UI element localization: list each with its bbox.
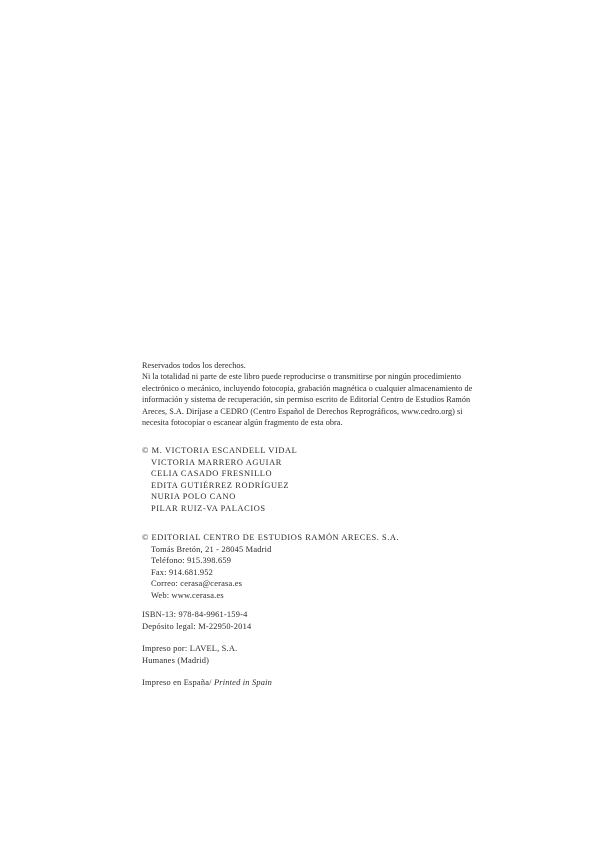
- author-4: EDITA GUTIÉRREZ RODRÍGUEZ: [151, 480, 290, 490]
- rights-line-1: Ni la totalidad ni parte de este libro puede reproducirse o transmitirse por ningún procedimiento: [142, 372, 462, 382]
- book-identifiers: [142, 609, 508, 632]
- legal-deposit: Depósito legal: M-22950-2014: [142, 621, 252, 631]
- printed-in-spanish: Impreso en España/: [142, 678, 212, 687]
- printed-in: [142, 677, 508, 689]
- publisher-fax: Fax: 914.681.952: [151, 567, 214, 577]
- author-6: PILAR RUIZ-VA PALACIOS: [151, 503, 266, 513]
- publisher-email: Correo: cerasa@cerasa.es: [151, 579, 243, 589]
- authors-copyright: [142, 445, 508, 515]
- printer-location: Humanes (Madrid): [142, 655, 210, 665]
- printer-name: Impreso por: LAVEL, S.A.: [142, 644, 238, 653]
- rights-line-5: necesita fotocopiar o escanear algún fragmento de esta obra.: [142, 418, 343, 428]
- isbn: ISBN-13: 978-84-9961-159-4: [142, 610, 248, 619]
- rights-notice: [142, 360, 508, 428]
- printed-in-english: Printed in Spain: [213, 678, 273, 687]
- rights-line-4: Areces, S.A. Diríjase a CEDRO (Centro Español de Derechos Reprográficos, www.cedro.org) si: [142, 406, 463, 416]
- author-2: VICTORIA MARRERO AGUIAR: [151, 457, 282, 467]
- printer-info: [142, 643, 508, 666]
- author-5: NURIA POLO CANO: [151, 492, 236, 502]
- printed-in-line: [142, 677, 508, 689]
- author-first: © M. VICTORIA ESCANDELL VIDAL: [142, 446, 298, 455]
- publisher-name: © EDITORIAL CENTRO DE ESTUDIOS RAMÓN ARECES. S.A.: [142, 533, 400, 542]
- publisher-web: Web: www.cerasa.es: [151, 590, 224, 600]
- publisher-address: Tomás Bretón, 21 - 28045 Madrid: [151, 544, 272, 554]
- rights-title: Reservados todos los derechos.: [142, 361, 246, 370]
- publisher-info: [142, 532, 508, 602]
- publisher-phone: Teléfono: 915.398.659: [151, 556, 232, 566]
- rights-line-3: información y sistema de recuperación, sin permiso escrito de Editorial Centro de Estudios Ramón: [142, 395, 471, 405]
- author-3: CELIA CASADO FRESNILLO: [151, 469, 273, 479]
- rights-line-2: electrónico o mecánico, incluyendo fotocopia, grabación magnética o cualquier almacenamiento de: [142, 383, 473, 393]
